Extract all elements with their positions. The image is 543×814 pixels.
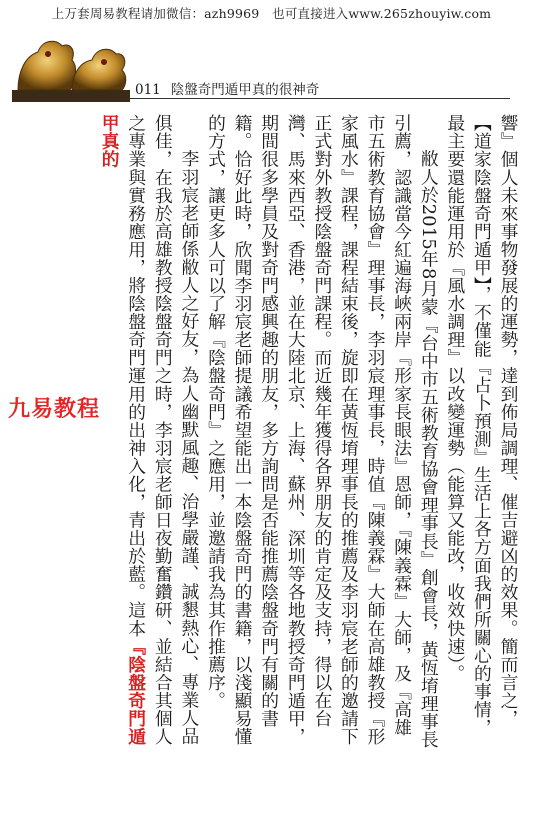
chapter-title: 陰盤奇門遁甲真的很神奇 [170,82,320,98]
running-header [135,78,319,98]
header-divider [130,98,510,99]
paragraph-text: 響』個人未來事物發展的運勢，達到佈局調理、催吉避凶的效果。簡而言之，【道家陰盤奇門遁甲】，不僅能『占卜預測』生活上各方面我們所關心的事情，最主要還能運用於『風水調理』以改變運勢（能算又能改，收效快速）。 [444,114,519,737]
highlighted-text: 『陰盤奇門遁甲真的 [99,114,147,746]
watermark-logo: 九易教程 [8,397,101,422]
qilin-statue-image [12,30,130,102]
paragraph-text: 敝人於2015年8月蒙『台中市五術教育協會理事長』創會長，黃恆堉理事長引薦，認識當今紅遍海峽兩岸『形家長眼法』恩師，『陳義霖』大師，及『高雄市五術教育協會』理事長，李羽宸理事長，時值『陳義霖』大師在高雄教授『形家風水』課程，課程結束後，旋即在黃恆堉理事長的推薦及李羽宸老師的邀請下正式對外教授陰盤奇門課程。而近幾年獲得各界朋友的肯定及支持，得以在台灣、馬來西亞、香港，並在大陸北京、上海、蘇州、深圳等各地教授奇門遁甲，期間很多學員及對奇門感興趣的朋友，多方詢問是否能推薦陰盤奇門有關的書籍。恰好此時，欣聞李羽宸老師提議希望能出一本陰盤奇門的書籍，以淺顯易懂的方式，讓更多人可以了解『陰盤奇門』之應用，並邀請我為其作推薦序。 [205,114,440,749]
paragraph-text: 李羽宸老師係敝人之好友，為人幽默風趣、治學嚴謹、誠懇熱心、專業人品俱佳，在我於高雄教授陰盤奇門之時，李羽宸老師日夜勤奮鑽研、並結合其個人之專業與實務應用，將陰盤奇門運用的出神入化，青出於藍。這本 [125,114,200,746]
body-paragraph [202,114,441,754]
vertical-text-body [96,114,522,754]
page-number: 011 [135,82,161,98]
top-banner: 上万套周易教程请加微信：azh9969 也可直接进入www.265zhouyiw.com [51,6,492,21]
body-paragraph [441,114,521,754]
body-paragraph [96,114,202,754]
